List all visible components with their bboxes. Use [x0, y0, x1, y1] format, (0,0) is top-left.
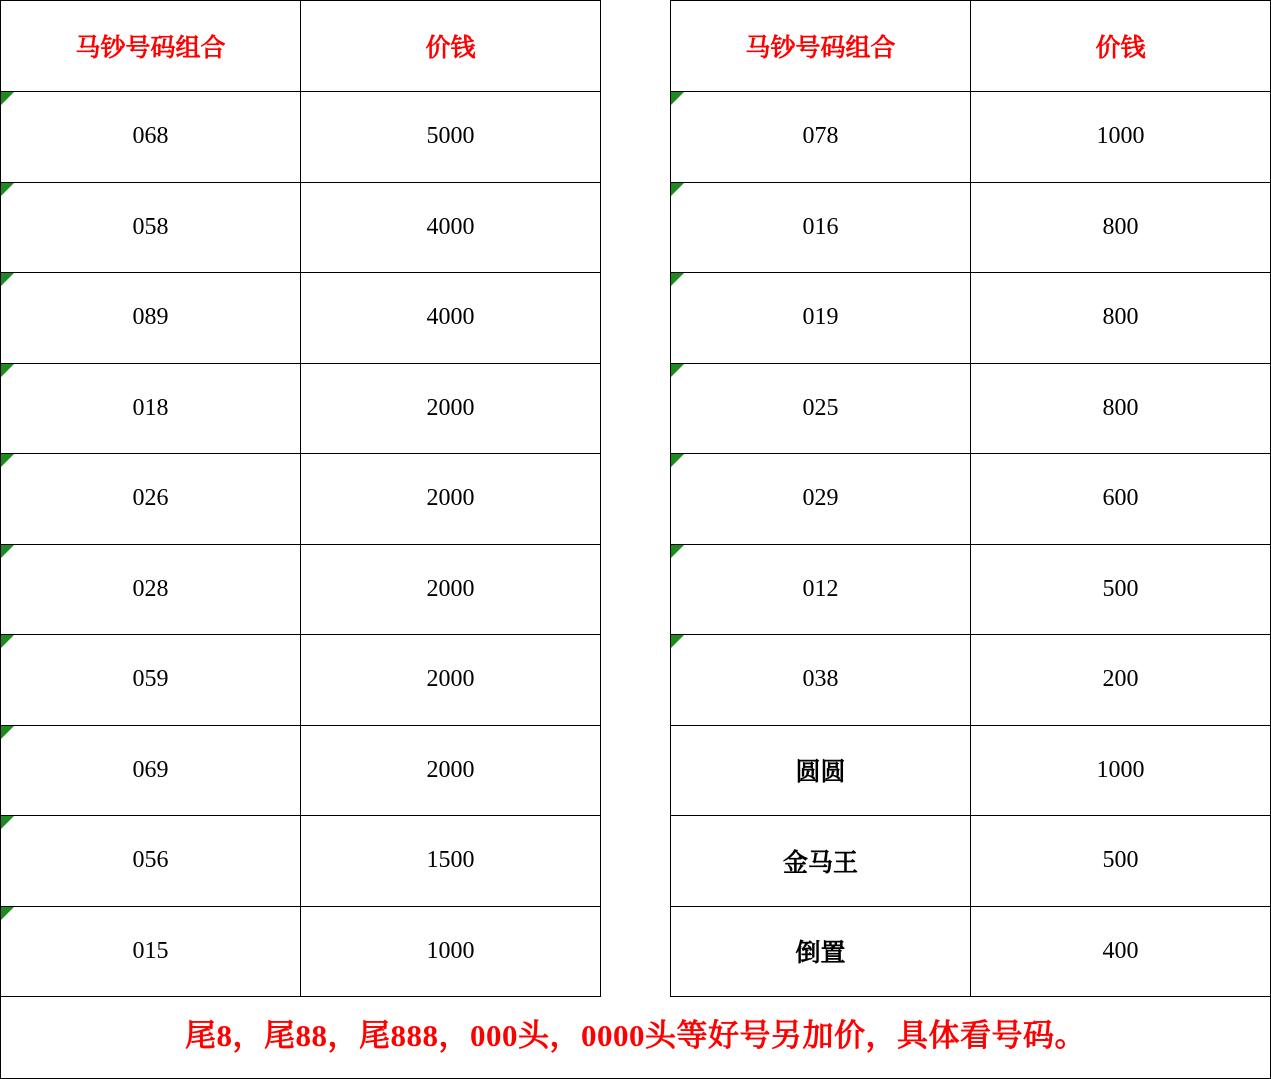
table-row	[1, 816, 601, 907]
cell-price: 2000	[301, 725, 601, 816]
cell-combo: 068	[1, 92, 301, 183]
cell-combo: 058	[1, 182, 301, 273]
cell-combo: 025	[671, 363, 971, 454]
cell-price: 4000	[301, 182, 601, 273]
left-price-table	[0, 0, 601, 997]
table-row	[671, 273, 1271, 364]
cell-price: 1500	[301, 816, 601, 907]
table-row	[671, 454, 1271, 545]
table-row	[671, 816, 1271, 907]
cell-price: 2000	[301, 363, 601, 454]
header-price: 价钱	[971, 1, 1271, 92]
cell-combo: 038	[671, 635, 971, 726]
cell-combo: 029	[671, 454, 971, 545]
cell-price: 1000	[971, 92, 1271, 183]
table-row	[671, 363, 1271, 454]
table-row	[1, 635, 601, 726]
cell-combo: 089	[1, 273, 301, 364]
footer-note: 尾8，尾88，尾888，000头，0000头等好号另加价，具体看号码。	[0, 986, 1271, 1079]
cell-price: 1000	[971, 725, 1271, 816]
table-row	[1, 363, 601, 454]
column-gap	[601, 0, 670, 986]
cell-combo: 059	[1, 635, 301, 726]
cell-combo: 倒置	[671, 906, 971, 997]
cell-price: 200	[971, 635, 1271, 726]
cell-combo: 026	[1, 454, 301, 545]
table-row	[671, 92, 1271, 183]
cell-combo: 圆圆	[671, 725, 971, 816]
cell-price: 500	[971, 544, 1271, 635]
cell-combo: 028	[1, 544, 301, 635]
cell-combo: 016	[671, 182, 971, 273]
table-row	[671, 182, 1271, 273]
cell-price: 400	[971, 906, 1271, 997]
table-row	[671, 635, 1271, 726]
cell-combo: 069	[1, 725, 301, 816]
cell-combo: 018	[1, 363, 301, 454]
table-row	[1, 725, 601, 816]
table-row	[1, 92, 601, 183]
cell-price: 2000	[301, 454, 601, 545]
cell-price: 800	[971, 273, 1271, 364]
cell-price: 600	[971, 454, 1271, 545]
cell-combo: 012	[671, 544, 971, 635]
right-table-block	[670, 0, 1271, 986]
gap-spacer	[601, 0, 670, 986]
cell-combo: 019	[671, 273, 971, 364]
cell-combo: 015	[1, 906, 301, 997]
table-row	[1, 454, 601, 545]
cell-price: 500	[971, 816, 1271, 907]
table-row	[1, 544, 601, 635]
cell-price: 800	[971, 182, 1271, 273]
header-combo: 马钞号码组合	[671, 1, 971, 92]
table-header-row	[1, 1, 601, 92]
cell-price: 2000	[301, 635, 601, 726]
table-row	[671, 725, 1271, 816]
cell-combo: 金马王	[671, 816, 971, 907]
right-price-table	[670, 0, 1271, 997]
table-row	[671, 544, 1271, 635]
table-row	[1, 906, 601, 997]
header-combo: 马钞号码组合	[1, 1, 301, 92]
cell-price: 4000	[301, 273, 601, 364]
table-row	[1, 273, 601, 364]
cell-combo: 078	[671, 92, 971, 183]
table-row	[671, 906, 1271, 997]
table-header-row	[671, 1, 1271, 92]
left-table-block	[0, 0, 601, 986]
cell-price: 5000	[301, 92, 601, 183]
cell-price: 2000	[301, 544, 601, 635]
cell-price: 1000	[301, 906, 601, 997]
header-price: 价钱	[301, 1, 601, 92]
cell-price: 800	[971, 363, 1271, 454]
table-row	[1, 182, 601, 273]
cell-combo: 056	[1, 816, 301, 907]
